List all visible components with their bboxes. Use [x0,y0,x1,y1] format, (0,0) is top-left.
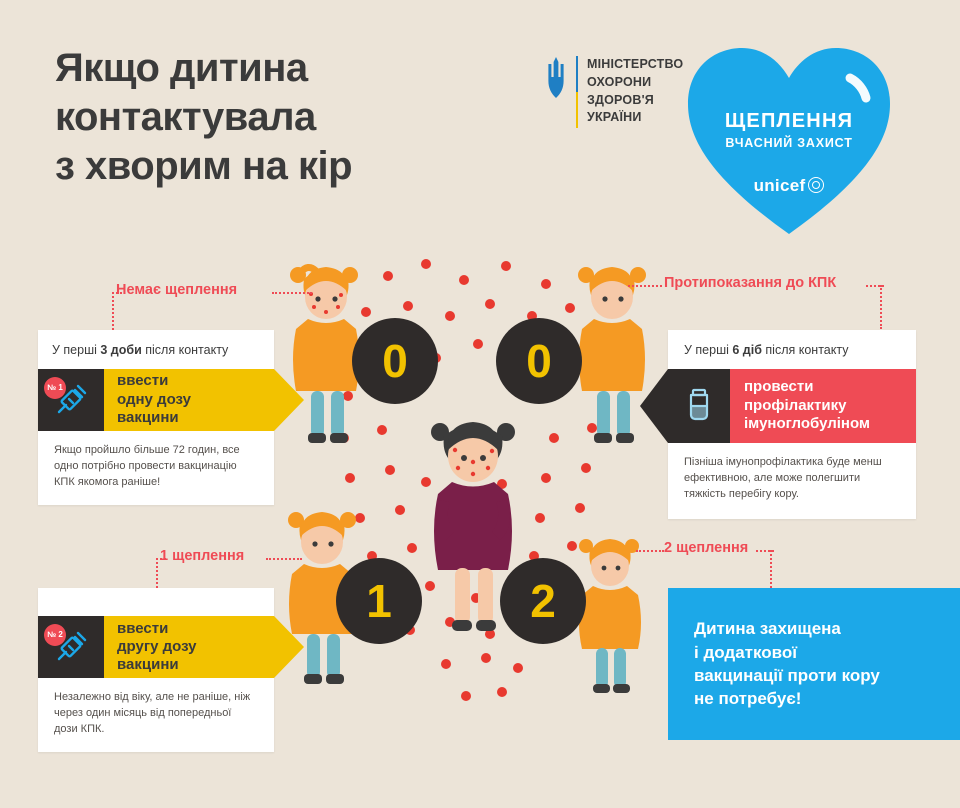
ukraine-trident-emblem [545,55,567,101]
step-number-1: № 1 [44,377,66,399]
protected-child-line-1: Дитина захищена [694,619,841,639]
logo-divider [576,56,578,128]
action-band-immunoglobulin [668,369,916,443]
connector-no-vaccination-stub [112,292,122,294]
label-contraindication: Протипоказання до КПК [664,275,837,291]
connector-contraindication-h [628,285,662,287]
badge-zero-left: 0 [352,318,438,404]
card-first-6-days [668,330,916,519]
heart-slogan-line-1: ЩЕПЛЕННЯ [724,110,854,132]
label-one-dose: 1 щеплення [160,548,245,564]
ministry-line-2: ОХОРОНИ [587,74,652,89]
card-second-dose-note: Незалежно від віку, але не раніше, ніж через один місяць від попередньої дози КПК. [54,691,251,735]
second-dose-line-3: вакцини [117,656,179,674]
heart-slogan-line-2: ВЧАСНИЙ ЗАХИСТ [725,136,853,150]
connector-two-doses-v [770,550,772,588]
second-dose-line-2: другу дозу [117,637,197,655]
page-title-line-3: з хворим на кір [55,143,353,188]
ministry-text [587,55,683,127]
card-first-3-days-note: Якщо пройшло більше 72 годин, все одно потрібно провести вакцинацію КПК якомога раніше! [54,443,240,488]
ministry-line-3: ЗДОРОВ'Я [587,92,654,107]
action-band-second-dose [38,616,274,678]
unicef-logo [680,176,898,196]
badge-two: 2 [500,558,586,644]
card-first-6-days-title-prefix: У перші [684,343,733,357]
first-dose-line-1: ввести [117,372,169,390]
immunoglobulin-line-2: профілактику [744,396,847,414]
badge-one: 1 [336,558,422,644]
immunoglobulin-line-3: імуноглобуліном [744,415,871,433]
vial-icon [682,386,716,426]
connector-two-doses-stub [756,550,774,552]
vial-icon-container [668,369,730,443]
connector-one-dose-v [156,558,158,592]
action-band-first-dose [38,369,274,431]
second-dose-line-1: ввести [117,619,169,637]
card-first-6-days-title-bold: 6 діб [732,343,762,357]
ministry-logo [545,55,683,128]
card-first-6-days-note: Пізніша імунопрофілактика буде менш ефективною, але може полегшити тяжкість перебігу кору. [684,455,882,500]
connector-one-dose-h [266,558,302,560]
first-dose-line-3: вакцини [117,409,179,427]
action-band-first-dose-text [104,369,274,431]
child-figure-two-doses [566,528,666,718]
connector-no-vaccination-v [112,292,114,330]
page-title-line-2: контактувала [55,94,316,139]
ministry-line-4: УКРАЇНИ [587,110,642,125]
connector-contraindication-stub [866,285,884,287]
card-first-3-days-title-prefix: У перші [52,343,101,357]
protected-child-line-3: вакцинації проти кору [694,666,880,685]
card-protected-child [668,588,960,740]
first-dose-line-2: одну дозу [117,390,191,408]
page-title [55,44,525,190]
step-number-2: № 2 [44,624,66,646]
unicef-globe-icon [808,177,824,193]
connector-one-dose-stub [156,558,166,560]
card-second-dose-spacer [38,600,274,616]
protected-child-line-2: і додаткової [694,642,798,662]
label-no-vaccination: Немає щеплення [116,282,238,298]
connector-no-vaccination-h [272,292,312,294]
card-first-3-days-title-suffix: після контакту [141,343,229,357]
label-two-doses: 2 щеплення [664,540,749,556]
protected-child-line-4: не потребує! [694,689,802,709]
card-first-3-days [38,330,274,505]
action-band-second-dose-text [104,616,274,678]
card-first-3-days-title-bold: 3 доби [100,343,142,357]
heart-icon [680,38,898,238]
card-first-6-days-title-suffix: після контакту [761,343,849,357]
card-first-3-days-title [38,342,274,369]
card-first-6-days-title [668,342,916,369]
immunoglobulin-line-1: провести [744,377,814,395]
connector-two-doses-h [636,550,664,552]
page-title-line-1: Якщо дитина [55,46,308,90]
unicef-label: unicef [753,176,806,195]
vaccination-heart-badge [680,38,898,238]
connector-contraindication-v [880,285,882,329]
card-second-dose [38,588,274,752]
action-band-immunoglobulin-text [730,369,916,443]
ministry-line-1: МІНІСТЕРСТВО [587,57,684,71]
badge-zero-right: 0 [496,318,582,404]
